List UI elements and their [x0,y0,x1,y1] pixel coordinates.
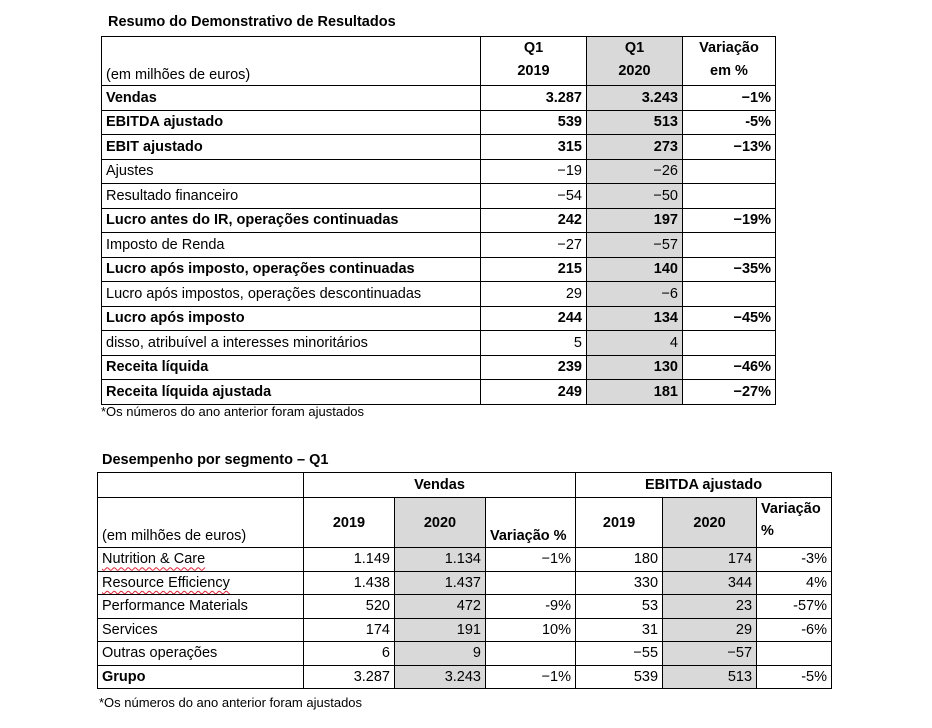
ebitda-2020-header: 2020 [663,498,757,548]
table-row: Receita líquida 239 130 −46% [102,355,776,380]
table-row: EBIT ajustado 315 273 −13% [102,135,776,160]
segment-performance-table [97,472,832,689]
table-row: Nutrition & Care 1.149 1.134 −1% 180 174 -3% [98,548,832,572]
table-row: Lucro após imposto 244 134 −45% [102,306,776,331]
sales-change-header: Variação % [486,498,576,548]
segment-performance-title: Desempenho por segmento – Q1 [102,452,329,468]
sales-2020-header: 2020 [395,498,486,548]
table-row: Vendas 3.287 3.243 −1% [102,86,776,111]
table-row: Services 174 191 10% 31 29 -6% [98,618,832,642]
table-row: Lucro antes do IR, operações continuadas 242 197 −19% [102,208,776,233]
group-header-row [98,473,832,498]
col-change-header: Variação em % [683,37,776,86]
table-row: Imposto de Renda −27 −57 [102,233,776,258]
sales-2019-header: 2019 [304,498,395,548]
table-header-row [98,498,832,548]
table-row: Resource Efficiency 1.438 1.437 330 344 4% [98,571,832,595]
table-row: Ajustes −19 −26 [102,159,776,184]
table-row: Grupo 3.287 3.243 −1% 539 513 -5% [98,665,832,689]
table-row: Receita líquida ajustada 249 181 −27% [102,380,776,405]
table-row: EBITDA ajustado 539 513 -5% [102,110,776,135]
income-statement-title: Resumo do Demonstrativo de Resultados [108,14,396,30]
col-q1-2020-header: Q1 2020 [587,37,683,86]
ebitda-change-header: Variação % [757,498,832,548]
income-footnote: *Os números do ano anterior foram ajustados [101,404,365,419]
table-row: Performance Materials 520 472 -9% 53 23 -57% [98,595,832,619]
ebitda-group-header: EBITDA ajustado [576,473,832,498]
table-row: disso, atribuível a interesses minoritários 5 4 [102,331,776,356]
segment-footnote: *Os números do ano anterior foram ajustados [99,695,363,710]
table-row: Lucro após impostos, operações descontinuadas 29 −6 [102,282,776,307]
sales-group-header: Vendas [304,473,576,498]
table-header-row [102,37,776,86]
unit-label: (em milhões de euros) [98,498,304,548]
income-statement-table [101,36,776,405]
table-row: Outras operações 6 9 −55 −57 [98,642,832,666]
table-row: Resultado financeiro −54 −50 [102,184,776,209]
ebitda-2019-header: 2019 [576,498,663,548]
unit-label: (em milhões de euros) [102,37,481,86]
table-row: Lucro após imposto, operações continuadas 215 140 −35% [102,257,776,282]
col-q1-2019-header: Q1 2019 [481,37,587,86]
